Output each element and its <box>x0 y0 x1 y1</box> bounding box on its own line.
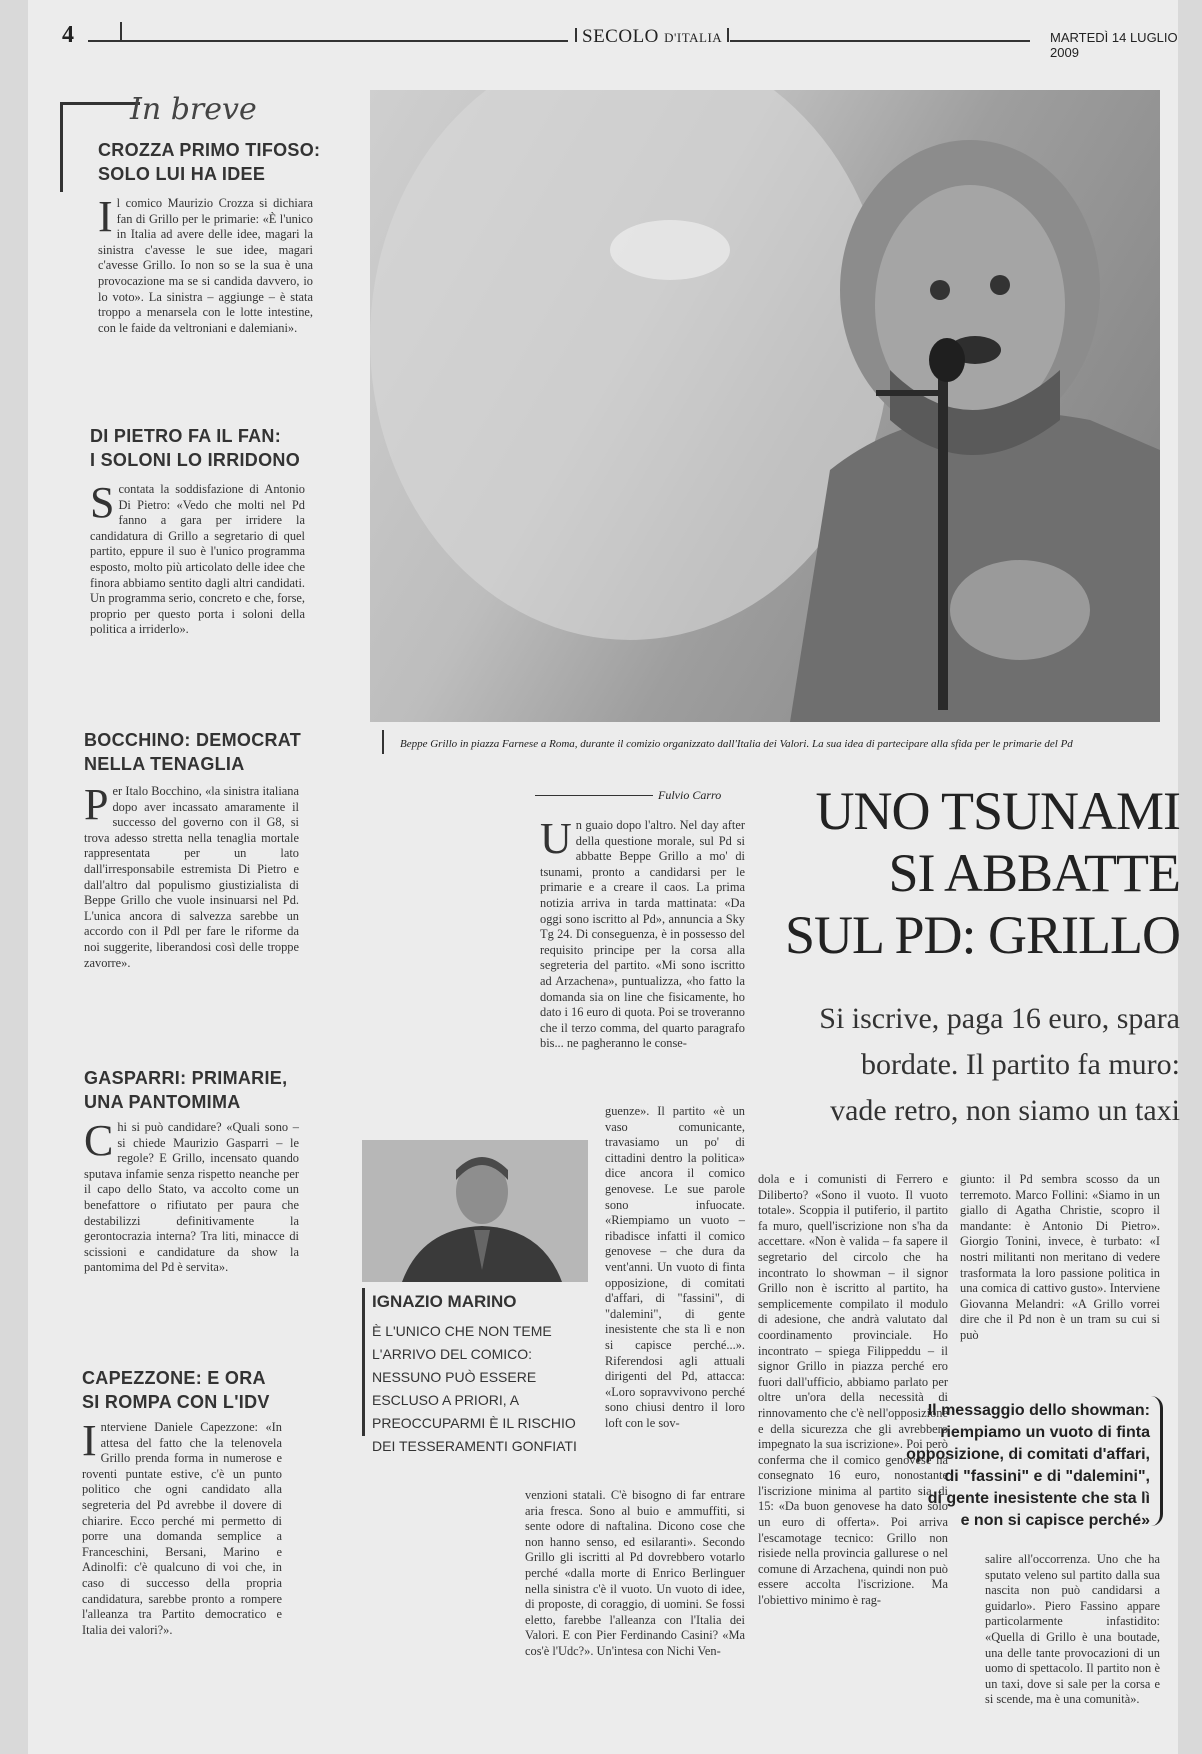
article-col2: dola e i comunisti di Ferrero e Diliberto? «Sono il vuoto. Il vuoto totale». Scoppia il putiferio, il partito fa muro, quell'iscrizione non s'ha da accettare. «Non è valida – fa sapere il segretario del circolo che ha incontrato lo showman – il signor Grillo non è iscritto al partito, ha semplicemente compilato il modulo di adesione, che andrà valutato dal coordinamento provinciale. Ho incontrato – spiega Filippeddu – il signor Grillo in piazza perché ero fuori dall'ufficio, abbiamo parlato per oltre un'ora della necessità di rinnovamento che c'è nell'opposizione e della sicurezza che gli avrebbero impegnato la sua iscrizione». Poi però conferma che il comico genovese ha consegnato 16 euro, nonostante l'iscrizione minima al partito sia di 15: «Da buon genovese ha dato solo un euro di offerta». Poi arriva l'escamotage tecnico: Grillo non risiede nella provincia gallurese o nel comune di Arzachena, quindi non può essere accolta l'iscrizione. Ma l'obiettivo minimo è rag- <box>758 1172 948 1608</box>
headline: UNO TSUNAMI SI ABBATTE SUL PD: GRILLO <box>784 781 1180 965</box>
brief-title-crozza: CROZZA PRIMO TIFOSO: SOLO LUI HA IDEE <box>98 140 321 184</box>
article-col3-bottom: salire all'occorrenza. Uno che ha sputato veleno sul partito dalla sua nascita non può candidarsi a guidarlo». Piero Fassino appare particolarmente infastidito: «Quella di Grillo è una boutade, una delle tante provocazioni di un uomo di spettacolo. Il partito non è un taxi, dove si sale per la corsa e si scende, ma è una comunità». <box>985 1552 1160 1707</box>
subheadline: Si iscrive, paga 16 euro, spara bordate. Il partito fa muro: vade retro, non siamo un taxi <box>819 1002 1180 1127</box>
pull-quote: Il messaggio dello showman: riempiamo un vuoto di finta opposizione, di comitati d'affari, di "fassini" e di "dalemini", di gente inesistente che sta lì e non si capisce perché» <box>906 1402 1150 1529</box>
page-number: 4 <box>62 22 74 48</box>
beppe-grillo-photo <box>370 90 1160 722</box>
brief-box-top-rule <box>60 102 140 105</box>
pull-quote-bracket <box>1150 1396 1163 1526</box>
brief-title-bocchino: BOCCHINO: DEMOCRAT NELLA TENAGLIA <box>84 730 302 774</box>
photo-illustration <box>370 90 1160 722</box>
article-col1-mid: guenze». Il partito «è un vaso comunicante, travasiamo un po' di cittadini dentro la politica» dice ancora il comico genovese. Le sue parole sono infuocate. «Riempiamo un vuoto – ribadisce infatti il comico genovese – che dura da vent'anni. Un vuoto di finta opposizione, di comitati d'affari, di "fassini", di "dalemini", di gente inesistente che sta lì e non si capisce perché...». Riferendosi agli attuali dirigenti del Pd, attacca: «Loro sopravvivono perché sono chiusi dentro il loro loft con le sov- <box>605 1104 745 1430</box>
masthead-divider-left <box>575 28 577 42</box>
brief-title-di-pietro: DI PIETRO FA IL FAN: I SOLONI LO IRRIDONO <box>90 426 301 470</box>
article-col3-top: giunto: il Pd sembra scosso da un terremoto. Marco Follini: «Siamo in un giallo di Agatha Christie, scopro il mandante: è Antonio Di Pietro». Giorgio Tonini, invece, è turbato: «I nostri militanti non meritano di vedere trasformata la loro passione politica in una comica di cattivo gusto». Interviene Giovanna Melandri: «A Grillo vorrei dire che il Pd non è un tram su cui si può <box>960 1172 1160 1342</box>
brief-text-crozza: Il comico Maurizio Crozza si dichiara fan di Grillo per le primarie: «È l'unico in Italia ad avere delle idee, magari la sinistra c'avesse le sue idee, magari c'avesse Grillo. Io non so se la sua è una provocazione ma se si candida davvero, io lo voto». La sinistra – aggiunge – è stata troppo a menarsela con le lotte intestine, con le faide da veltroniani e dalemiani». <box>98 192 313 335</box>
brief-title-capezzone: CAPEZZONE: E ORA SI ROMPA CON L'IDV <box>82 1368 270 1412</box>
marino-quote: È L'UNICO CHE NON TEME L'ARRIVO DEL COMICO: NESSUNO PUÒ ESSERE ESCLUSO A PRIORI, A PREOCCUPARMI È IL RISCHIO DEI TESSERAMENTI GONFIATI <box>372 1323 577 1454</box>
brief-title-gasparri: GASPARRI: PRIMARIE, UNA PANTOMIMA <box>84 1068 288 1112</box>
brief-text-gasparri: Chi si può candidare? «Quali sono – si chiede Maurizio Gasparri – le regole? E Grillo, incensato quando sputava infamie senza rispetto neanche per il capo dello Stato, va accolto come un benefattore o rifiutato per paura che destabilizzi definitivamente la gerontocrazia interna? Tra liti, minacce di scissioni e candidature da show la pantomima del Pd è servita». <box>84 1116 299 1275</box>
brief-text-bocchino: Per Italo Bocchino, «la sinistra italiana dopo aver incassato amaramente il successo del governo con il G8, si trova adesso stretta nella tenaglia mortale rappresentata per un lato dall'irresponsabile estremista Di Pietro e dall'altro dal populismo giustizialista di Beppe Grillo che vuole insinuarsi nel Pd. L'unica ancora di salvezza sarebbe un accordo con il Pdl per fare le riforme da noi suggerite, liberandosi così delle troppe zavorre». <box>84 780 299 970</box>
photo-caption: Beppe Grillo in piazza Farnese a Roma, durante il comizio organizzato dall'Italia dei Valori. La sua idea di partecipare alla sfida per le primarie del Pd <box>400 738 1073 750</box>
header-rule-right <box>730 40 1030 42</box>
brief-text-capezzone: Interviene Daniele Capezzone: «In attesa del fatto che la telenovela Grillo prenda forma in numerose e roventi puntate estive, c'è un punto politico che ogni candidato alla segreteria del Pd avrebbe il dovere di chiarire. Ecco perché mi permetto di porre una domanda semplice a Franceschini, Bersani, Marino e Adinolfi: c'è qualcuno di voi che, in caso di successo della propria candidatura, sarebbe pronto a rompere l'alleanza tra Partito democratico e Italia dei valori?». <box>82 1416 282 1637</box>
ignazio-marino-portrait <box>362 1140 588 1282</box>
byline-rule <box>535 795 653 796</box>
portrait-illustration <box>362 1140 588 1282</box>
article-drop-cap: U <box>540 814 572 863</box>
in-breve-kicker: In breve <box>130 92 257 127</box>
header-rule-left <box>88 40 568 42</box>
masthead-title: SECOLO <box>582 26 659 47</box>
byline: Fulvio Carro <box>658 788 722 802</box>
masthead-suffix: D'ITALIA <box>664 30 723 45</box>
masthead-divider-right <box>727 28 729 42</box>
article-col1-bottom: venzioni statali. C'è bisogno di far entrare aria fresca. Sono al buio e ammuffiti, si sente odore di naftalina. Dicono cose che non hanno senso, ed esilaranti». Secondo Grillo gli iscritti al Pd dovrebbero votarlo perché «dalla morte di Enrico Berlinguer nella sinistra c'è il vuoto. Un vuoto di idee, di proposte, di coraggio, di uomini. Se fossi eletto, farebbe l'alleanza con l'Italia dei Valori. E con Pier Ferdinando Casini? «Ma cos'è l'Udc?». Un'intesa con Nichi Ven- <box>525 1488 745 1658</box>
brief-text-di-pietro: Scontata la soddisfazione di Antonio Di Pietro: «Vedo che molti nel Pd fanno a gara per irridere la candidatura di Grillo a segretario di quel partito, eppure il suo è l'unico programma esposto, molto più articolato delle idee che finora abbiamo sentito dagli altri candidati. Un programma serio, concreto e che, forse, proprio per questo porta i soloni della politica a irriderlo». <box>90 478 305 637</box>
marino-sidebar <box>372 1292 587 1458</box>
page-number-divider <box>120 22 122 42</box>
marino-box-rule <box>362 1288 365 1436</box>
article-col1-top: Un guaio dopo l'altro. Nel day after della questione morale, sul Pd si abbatte Beppe Grillo a mo' di tsunami, pronto a candidarsi per le primarie e a creare il caos. La prima notizia arriva in tarda mattinata: «Da oggi sono iscritto al Pd», annuncia a Sky Tg 24. Di conseguenza, è in possesso del requisito principe per la corsa alla segreteria del partito. «Mi sono iscritto ad Arzachena», puntualizza, «ho fatto la domanda sia on line che fisicamente, ho dato i 16 euro di quota. Poi se troveranno che il terzo comma, del quarto paragrafo bis... ne pagheranno le conse- <box>540 814 745 1051</box>
masthead <box>582 26 722 48</box>
caption-bar <box>382 730 384 754</box>
marino-name: IGNAZIO MARINO <box>372 1292 517 1311</box>
issue-date: MARTEDÌ 14 LUGLIO 2009 <box>1050 30 1178 60</box>
brief-box-side-rule <box>60 102 63 192</box>
